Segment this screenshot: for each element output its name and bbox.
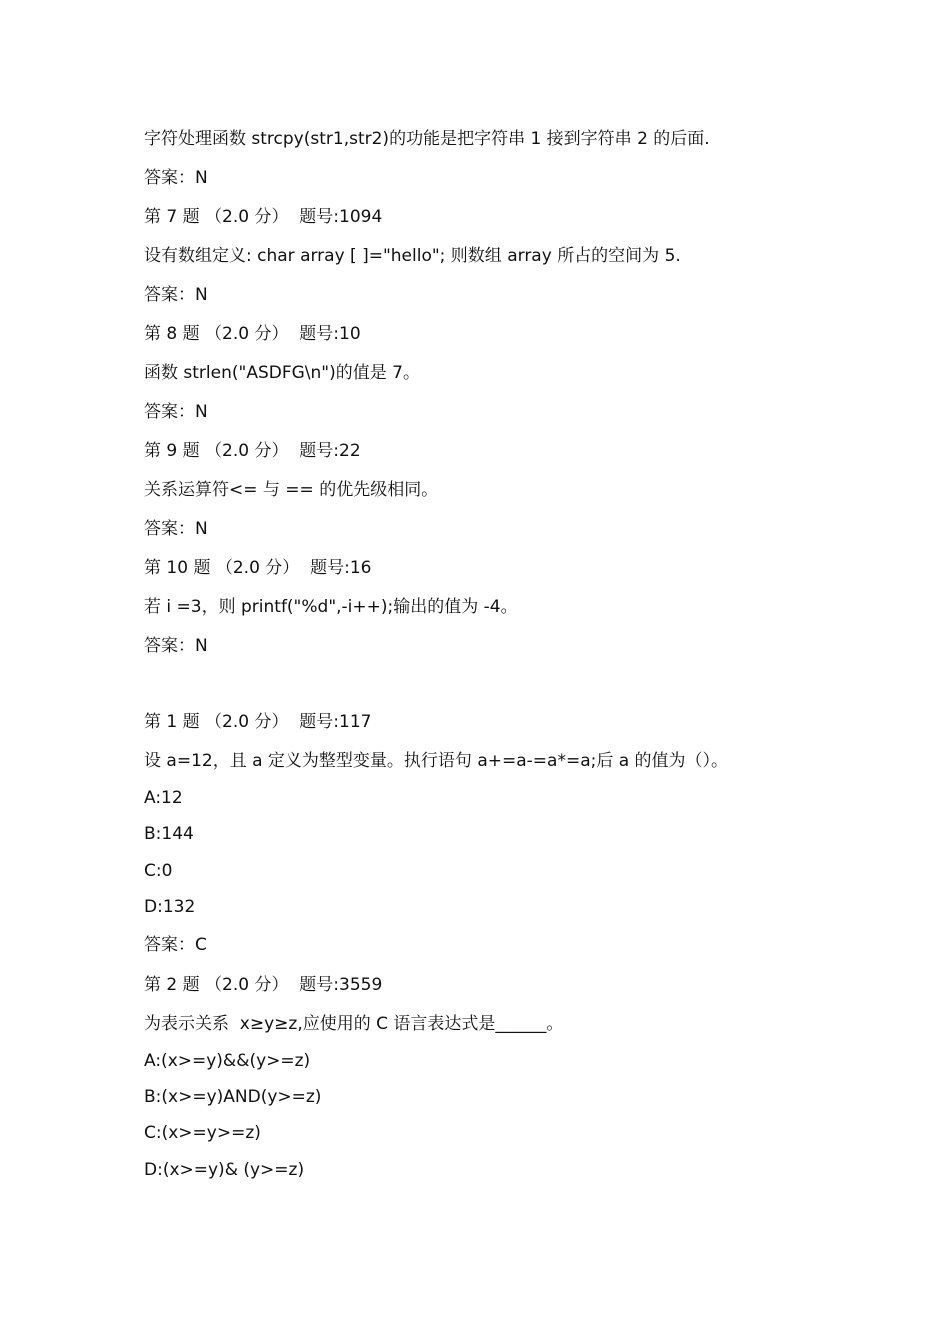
question-statement: 关系运算符<= 与 == 的优先级相同。 [144, 480, 439, 500]
question-header: 第 2 题 （2.0 分） 题号:3559 [144, 975, 383, 995]
option-a: A:(x>=y)&&(y>=z) [144, 1051, 311, 1071]
question-stem: 设 a=12，且 a 定义为整型变量。执行语句 a+=a-=a*=a;后 a 的值为（）。 [144, 751, 729, 771]
question-statement: 设有数组定义: char array [ ]="hello"; 则数组 array 所占的空间为 5. [144, 246, 681, 266]
question-statement: 若 i =3，则 printf("%d",-i++);输出的值为 -4。 [144, 597, 518, 617]
question-statement: 字符处理函数 strcpy(str1,str2)的功能是把字符串 1 接到字符串 2 的后面. [144, 129, 710, 149]
question-statement: 函数 strlen("ASDFG\n")的值是 7。 [144, 363, 420, 383]
answer-line: 答案：N [144, 636, 208, 656]
question-header: 第 7 题 （2.0 分） 题号:1094 [144, 207, 383, 227]
question-header: 第 9 题 （2.0 分） 题号:22 [144, 441, 361, 461]
option-a: A:12 [144, 788, 183, 808]
question-header: 第 1 题 （2.0 分） 题号:117 [144, 712, 372, 732]
question-header: 第 10 题 （2.0 分） 题号:16 [144, 558, 372, 578]
answer-line: 答案：N [144, 168, 208, 188]
answer-line: 答案：N [144, 519, 208, 539]
answer-line: 答案：N [144, 402, 208, 422]
answer-line: 答案：C [144, 935, 207, 955]
question-stem: 为表示关系 x≥y≥z,应使用的 C 语言表达式是______。 [144, 1014, 564, 1034]
option-c: C:0 [144, 861, 173, 881]
option-b: B:(x>=y)AND(y>=z) [144, 1087, 322, 1107]
option-b: B:144 [144, 824, 194, 844]
option-c: C:(x>=y>=z) [144, 1123, 261, 1143]
answer-line: 答案：N [144, 285, 208, 305]
option-d: D:132 [144, 897, 196, 917]
question-header: 第 8 题 （2.0 分） 题号:10 [144, 324, 361, 344]
option-d: D:(x>=y)& (y>=z) [144, 1160, 305, 1180]
